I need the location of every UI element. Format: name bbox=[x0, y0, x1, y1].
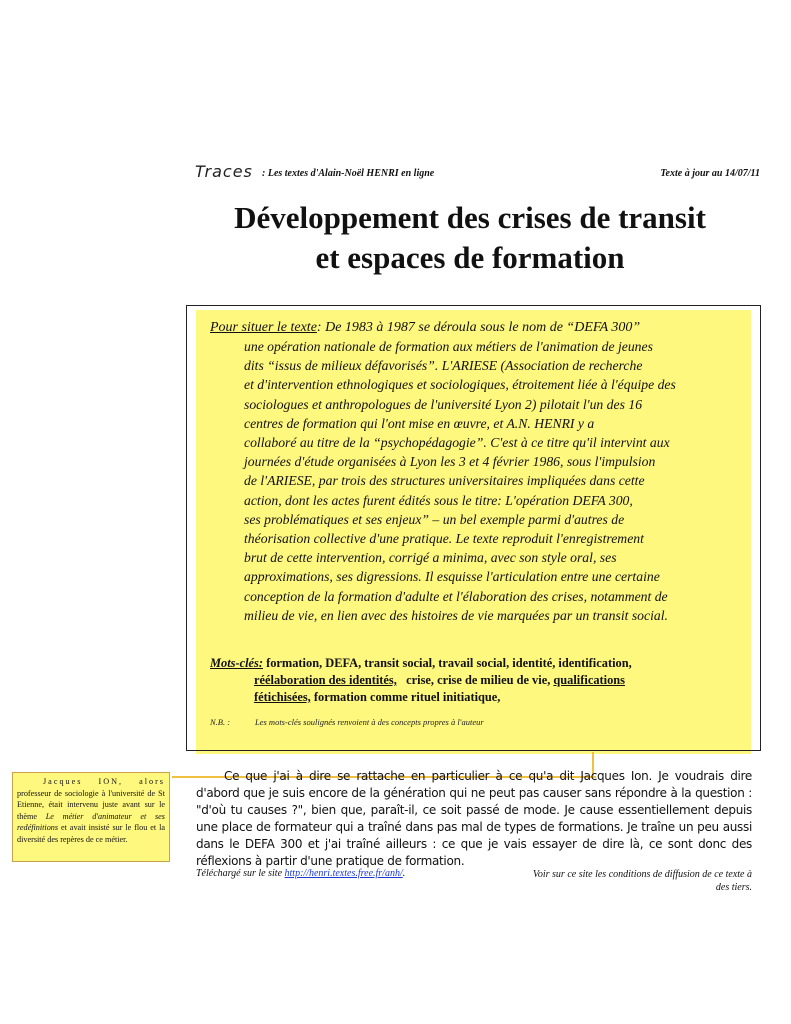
site-link[interactable]: http://henri.textes.free.fr/anh/ bbox=[284, 868, 403, 879]
intro-line: journées d'étude organisées à Lyon les 3 et 4 février 1986, sous l'impulsion bbox=[244, 454, 656, 470]
footer-suffix: . bbox=[402, 868, 406, 879]
footer-prefix: Téléchargé sur le site bbox=[196, 868, 285, 879]
intro-line: milieu de vie, en lien avec des histoires de vie marquées par un transit social. bbox=[244, 607, 668, 623]
intro-line: centres de formation qui l'ont mise en œuvre, et A.N. HENRI y a bbox=[244, 415, 595, 431]
nb-text: Les mots-clés soulignés renvoient à des concepts propres à l'auteur bbox=[255, 717, 484, 727]
header-date: Texte à jour au 14/07/11 bbox=[660, 168, 760, 179]
margin-note-text-b: et avait insisté sur le flou et la diversité des repères de ce métier. bbox=[17, 823, 165, 844]
intro-line: brut de cette intervention, corrigé a minima, avec son style oral, ses bbox=[244, 550, 617, 566]
intro-line: théorisation collective d'une pratique. Le texte reproduit l'enregistrement bbox=[244, 531, 644, 547]
intro-line: dits “issus de milieux défavorisés”. L'ARIESE (Association de recherche bbox=[244, 358, 643, 374]
brand-name: Traces bbox=[195, 162, 253, 181]
intro-line: conception de la formation d'adulte et l'élaboration des crises, notamment de bbox=[244, 588, 668, 604]
keywords-label: Mots-clés: bbox=[210, 656, 263, 670]
intro-line: sociologues et anthropologues de l'université Lyon 2) pilotait l'un des 16 bbox=[244, 396, 643, 412]
title-line-1: Développement des crises de transit bbox=[234, 200, 706, 235]
keywords-line-2 bbox=[254, 672, 625, 689]
keywords-line-3-rest: formation comme rituel initiatique, bbox=[310, 690, 501, 704]
intro-line: une opération nationale de formation aux métiers de l'animation de jeunes bbox=[244, 339, 653, 354]
keywords-line-3 bbox=[254, 689, 500, 706]
intro-lead bbox=[210, 318, 640, 337]
intro-line: et d'intervention ethnologiques et sociologiques, étroitement liée à l'équipe des bbox=[244, 377, 676, 393]
body-paragraph: Ce que j'ai à dire se rattache en particulier à ce qu'a dit Jacques Ion. Je voudrais dire d'abord que je suis encore de la génération qui ne peut pas causer sans répondre à la question : "d'où tu causes ?", bien que, paraît-il, ce soit passé de mode. Je cause essentiellement depuis une place de formateur qui a traîné dans pas mal de types de formations. Je traîne un peu aussi dans le DEFA 300 et j'ai traîné ailleurs : ce que je vais essayer de dire là, ce sont donc des réflexions à partir d'une pratique de formation. bbox=[196, 769, 752, 868]
header-subtitle: : Les textes d'Alain-Noël HENRI en ligne bbox=[262, 168, 435, 179]
intro-label: Pour situer le texte bbox=[210, 320, 317, 335]
footer-conditions: Voir sur ce site les conditions de diffusion de ce texte à des tiers. bbox=[532, 869, 752, 893]
keywords-line-1: formation, DEFA, transit social, travail social, identité, identification, bbox=[263, 656, 632, 670]
body-text bbox=[196, 768, 752, 870]
page-header bbox=[195, 162, 760, 184]
margin-note-name: Jacques ION, alors bbox=[43, 777, 165, 786]
intro-lead-text: : De 1983 à 1987 se déroula sous le nom de “DEFA 300” bbox=[316, 320, 641, 335]
intro-line: approximations, ses digressions. Il esquisse l'articulation entre une certaine bbox=[244, 569, 660, 585]
intro-line: ses problématiques et ses enjeux” – un bel exemple parmi d'autres de bbox=[244, 511, 625, 527]
intro-line: action, dont les actes furent édités sous le titre: L'opération DEFA 300, bbox=[244, 492, 633, 508]
margin-note bbox=[12, 772, 170, 862]
intro-line: de l'ARIESE, par trois des structures universitaires impliquées dans cette bbox=[244, 473, 645, 489]
nb-label: N.B. : bbox=[210, 717, 231, 727]
nota-bene bbox=[210, 717, 484, 727]
margin-note-text-a: professeur de sociologie à l'université de St Etienne, était intervenu juste avant sur le thème bbox=[17, 788, 165, 821]
footer-download bbox=[196, 868, 405, 879]
title-line-2: et espaces de formation bbox=[315, 240, 625, 275]
margin-note-title: Le métier d'animateur et ses redéfinitions bbox=[17, 811, 165, 833]
keyword-qualifications: qualifications bbox=[553, 673, 625, 687]
keyword-reelaboration: réélaboration des identités, bbox=[254, 673, 397, 687]
keywords-line-2-mid: crise, crise de milieu de vie, bbox=[396, 673, 554, 687]
intro-paragraph bbox=[244, 337, 706, 625]
document-title bbox=[170, 198, 770, 278]
keyword-fetichisees: fétichisées, bbox=[254, 690, 311, 704]
keywords-block bbox=[210, 655, 710, 704]
intro-line: collaboré au titre de la “psychopédagogie”. C'est à ce titre qu'il intervint aux bbox=[244, 435, 670, 451]
